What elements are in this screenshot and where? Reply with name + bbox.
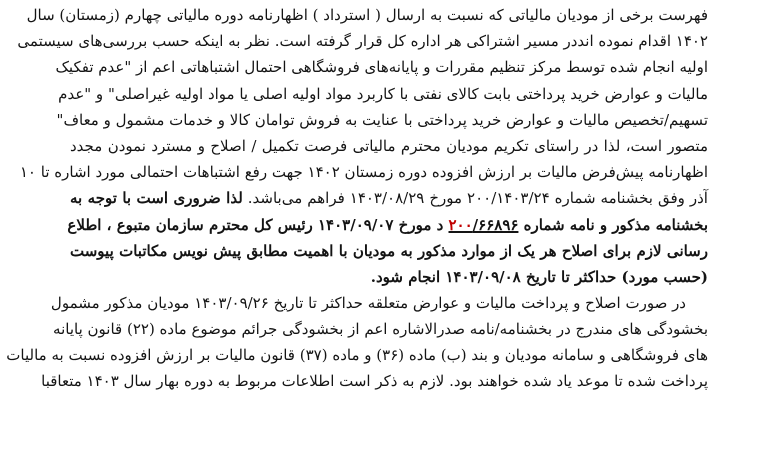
paragraph1-line-2: ۱۴۰۲ اقدام نموده انددر مسیر اشتراکی هر اداره کل قرار گرفته است. نظر به اینکه حسب بررسی‌های سیستمی bbox=[17, 32, 708, 51]
bold-line-1 bbox=[67, 212, 708, 238]
paragraph1-line-6: متصور است، لذا در راستای تکریم مودیان محترم مالیاتی فرصت تکمیل / اصلاح و مسترد نمودن مجدد bbox=[70, 136, 708, 155]
letter-number bbox=[449, 216, 519, 234]
letter-number-part1: ۲۰۰ bbox=[448, 215, 473, 234]
paragraph1-line-7: اظهارنامه پیش‌فرض مالیات بر ارزش افزوده دوره زمستان ۱۴۰۲ جهت رفع اشتباهات احتمالی مورد اشاره تا ۱۰ bbox=[19, 163, 708, 182]
bold-sentence-start: لذا ضروری است با توجه به bbox=[70, 189, 243, 208]
bold-line-1-after: د مورخ ۱۴۰۳/۰۹/۰۷ رئیس کل محترم سازمان متبوع ، اطلاع bbox=[67, 215, 444, 234]
paragraph1-line-4: مالیات و عوارض خرید پرداختی بابت کالای نفتی با کاربرد مواد اولیه اصلی یا مواد اولیه غیراصلی" و "عدم bbox=[58, 84, 708, 103]
paragraph2-line-2: بخشودگی های مندرج در بخشنامه/نامه صدرالاشاره اعم از بخشودگی جرائم موضوع ماده (۲۲) قانون پایانه bbox=[53, 320, 708, 339]
letter-number-part2: /۶۶۸۹۶ bbox=[472, 215, 519, 234]
paragraph2-line-1: در صورت اصلاح و پرداخت مالیات و عوارض متعلقه حداکثر تا تاریخ ۱۴۰۳/۰۹/۲۶ مودیان مذکور مشمول bbox=[50, 294, 686, 313]
paragraph1-line-1: فهرست برخی از مودیان مالیاتی که نسبت به ارسال ( استرداد ) اظهارنامه دوره مالیاتی چهارم (زمستان) سال bbox=[26, 6, 708, 24]
bold-line-3: (حسب مورد) حداکثر تا تاریخ ۱۴۰۳/۰۹/۰۸ انجام شود. bbox=[370, 267, 708, 286]
circular-reference-text: آذر وفق بخشنامه شماره ۲۰۰/۱۴۰۳/۲۴ مورخ ۱۴۰۳/۰۸/۲۹ فراهم می‌باشد. bbox=[247, 189, 708, 208]
paragraph1-line-3: اولیه انجام شده توسط مرکز تنظیم مقررات و پایانه‌های فروشگاهی احتمال اشتباهاتی اعم از "عدم تفکیک bbox=[55, 58, 708, 77]
paragraph1-line-5: تسهیم/تخصیص مالیات و عوارض خرید پرداختی با عنایت به فروش توامان کالا و خدمات مشمول و معاف" bbox=[56, 110, 708, 129]
paragraph2-line-3: های فروشگاهی و سامانه مودیان و بند (ب) ماده (۳۶) و ماده (۳۷) قانون مالیات بر ارزش افزوده نسبت به مالیات bbox=[6, 346, 708, 365]
paragraph2-line-4: پرداخت شده تا موعد یاد شده خواهند بود. لازم به ذکر است اطلاعات مربوط به دوره بهار سال ۱۴۰۳ متعاقبا bbox=[41, 371, 708, 390]
paragraph1-line-8 bbox=[70, 185, 708, 211]
bold-line-1-before: بخشنامه مذکور و نامه شماره bbox=[523, 215, 708, 234]
bold-line-2: رسانی لازم برای اصلاح هر یک از موارد مذکور به مودیان با اهمیت مطابق پیش نویس مکاتبات پیوست bbox=[70, 241, 708, 260]
